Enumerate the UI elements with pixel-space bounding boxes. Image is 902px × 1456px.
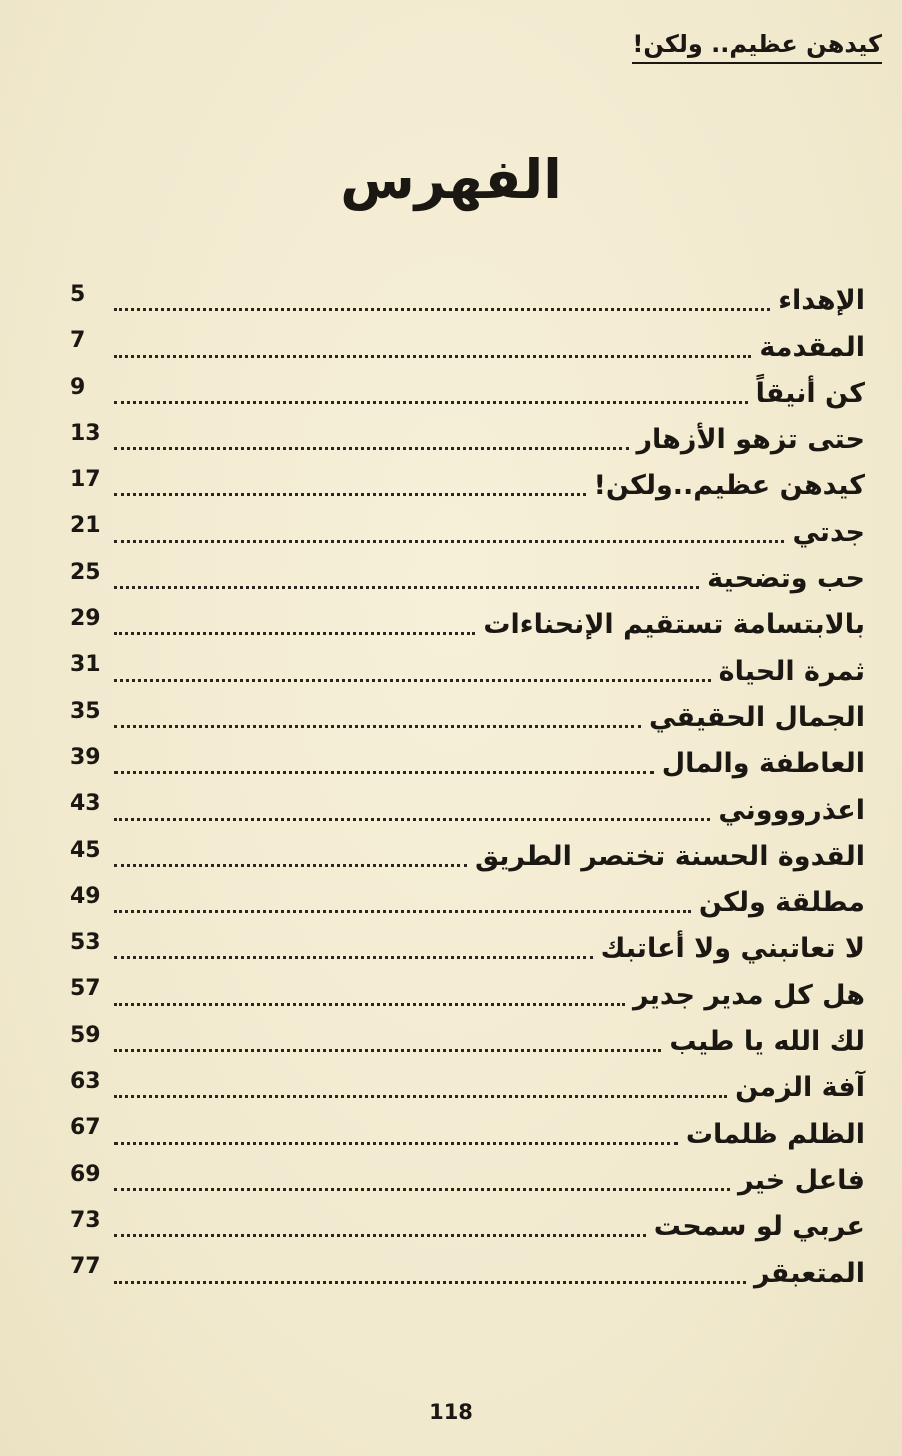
- toc-entry: [70, 1108, 865, 1154]
- toc-entry-page: 39: [70, 744, 101, 770]
- toc-entry-title: لك الله يا طيب: [669, 1026, 865, 1058]
- toc-leader-dots: [114, 493, 586, 496]
- toc-entry: [70, 1247, 865, 1293]
- toc-entry-page: 57: [70, 976, 101, 1002]
- toc-entry-title: العاطفة والمال: [661, 748, 865, 780]
- toc-leader-dots: [114, 1281, 746, 1284]
- toc-entry-title: كن أنيقاً: [755, 377, 865, 409]
- toc-entry-page: 59: [70, 1022, 101, 1048]
- toc-leader-dots: [114, 1049, 661, 1052]
- toc-entry-page: 43: [70, 791, 101, 817]
- toc-entry: [70, 414, 865, 460]
- toc-leader-dots: [114, 1095, 727, 1098]
- toc-entry-title: هل كل مدير جدير: [632, 979, 865, 1011]
- toc-entry-title: القدوة الحسنة تختصر الطريق: [474, 840, 865, 872]
- toc-entry-page: 69: [70, 1161, 101, 1187]
- toc-entry: [70, 645, 865, 691]
- toc-leader-dots: [114, 864, 467, 867]
- toc-leader-dots: [114, 1142, 678, 1145]
- toc-entry-title: فاعل خير: [737, 1164, 865, 1196]
- toc-entry-title: آفة الزمن: [735, 1072, 865, 1104]
- toc-entry-page: 29: [70, 606, 101, 632]
- toc-entry-page: 17: [70, 467, 101, 493]
- toc-entry: [70, 275, 865, 321]
- toc-leader-dots: [114, 1003, 625, 1006]
- toc-entry-title: الظلم ظلمات: [685, 1118, 865, 1150]
- toc-entry-page: 73: [70, 1207, 101, 1233]
- toc-entry: [70, 321, 865, 367]
- toc-entry-title: حب وتضحية: [707, 563, 865, 595]
- toc-entry-page: 77: [70, 1254, 101, 1280]
- toc-entry-page: 35: [70, 698, 101, 724]
- toc-list: [70, 275, 865, 1294]
- toc-leader-dots: [114, 401, 748, 404]
- toc-entry-title: المتعبقر: [753, 1257, 865, 1289]
- toc-leader-dots: [114, 771, 654, 774]
- toc-entry-page: 49: [70, 883, 101, 909]
- toc-entry-title: كيدهن عظيم..ولكن!: [593, 470, 865, 502]
- toc-entry-page: 53: [70, 930, 101, 956]
- toc-entry: [70, 784, 865, 830]
- toc-entry-page: 63: [70, 1069, 101, 1095]
- toc-leader-dots: [114, 725, 641, 728]
- toc-entry: [70, 599, 865, 645]
- toc-entry-title: ثمرة الحياة: [718, 655, 865, 687]
- running-header: كيدهن عظيم.. ولكن!: [632, 28, 882, 64]
- toc-leader-dots: [114, 910, 691, 913]
- toc-entry: [70, 553, 865, 599]
- toc-leader-dots: [114, 308, 770, 311]
- toc-entry-page: 7: [70, 328, 86, 354]
- toc-title: الفهرس: [340, 148, 562, 211]
- toc-leader-dots: [114, 447, 629, 450]
- toc-entry-title: الإهداء: [778, 285, 865, 317]
- toc-entry: [70, 1016, 865, 1062]
- toc-entry: [70, 877, 865, 923]
- toc-entry: [70, 738, 865, 784]
- toc-entry: [70, 1201, 865, 1247]
- toc-entry-title: جدتي: [792, 516, 865, 548]
- toc-entry-title: عربي لو سمحت: [653, 1211, 865, 1243]
- toc-entry-title: مطلقة ولكن: [698, 887, 865, 919]
- toc-entry: [70, 1062, 865, 1108]
- toc-entry: [70, 460, 865, 506]
- toc-entry: [70, 692, 865, 738]
- toc-entry: [70, 831, 865, 877]
- toc-entry-page: 25: [70, 559, 101, 585]
- toc-leader-dots: [114, 956, 593, 959]
- toc-entry-page: 67: [70, 1115, 101, 1141]
- toc-leader-dots: [114, 818, 710, 821]
- toc-entry-title: بالابتسامة تستقيم الإنحناءات: [483, 609, 865, 641]
- toc-entry: [70, 923, 865, 969]
- page-number: 118: [429, 1400, 473, 1424]
- toc-leader-dots: [114, 1188, 730, 1191]
- toc-leader-dots: [114, 632, 475, 635]
- toc-leader-dots: [114, 586, 699, 589]
- toc-entry-page: 9: [70, 374, 86, 400]
- toc-entry-title: حتى تزهو الأزهار: [636, 424, 865, 456]
- toc-entry-title: اعذروووني: [718, 794, 865, 826]
- toc-entry: [70, 506, 865, 552]
- toc-entry-page: 5: [70, 282, 86, 307]
- toc-entry-title: الجمال الحقيقي: [649, 701, 865, 733]
- toc-entry-page: 21: [70, 513, 101, 539]
- toc-entry: [70, 969, 865, 1015]
- toc-leader-dots: [114, 540, 784, 543]
- toc-leader-dots: [114, 1234, 646, 1237]
- toc-entry: [70, 368, 865, 414]
- toc-entry-page: 13: [70, 420, 101, 446]
- toc-entry-page: 31: [70, 652, 101, 678]
- toc-leader-dots: [114, 355, 751, 358]
- toc-entry-page: 45: [70, 837, 101, 863]
- toc-entry-title: لا تعاتبني ولا أعاتبك: [600, 933, 865, 965]
- toc-entry-title: المقدمة: [759, 331, 865, 363]
- toc-leader-dots: [114, 679, 711, 682]
- toc-entry: [70, 1155, 865, 1201]
